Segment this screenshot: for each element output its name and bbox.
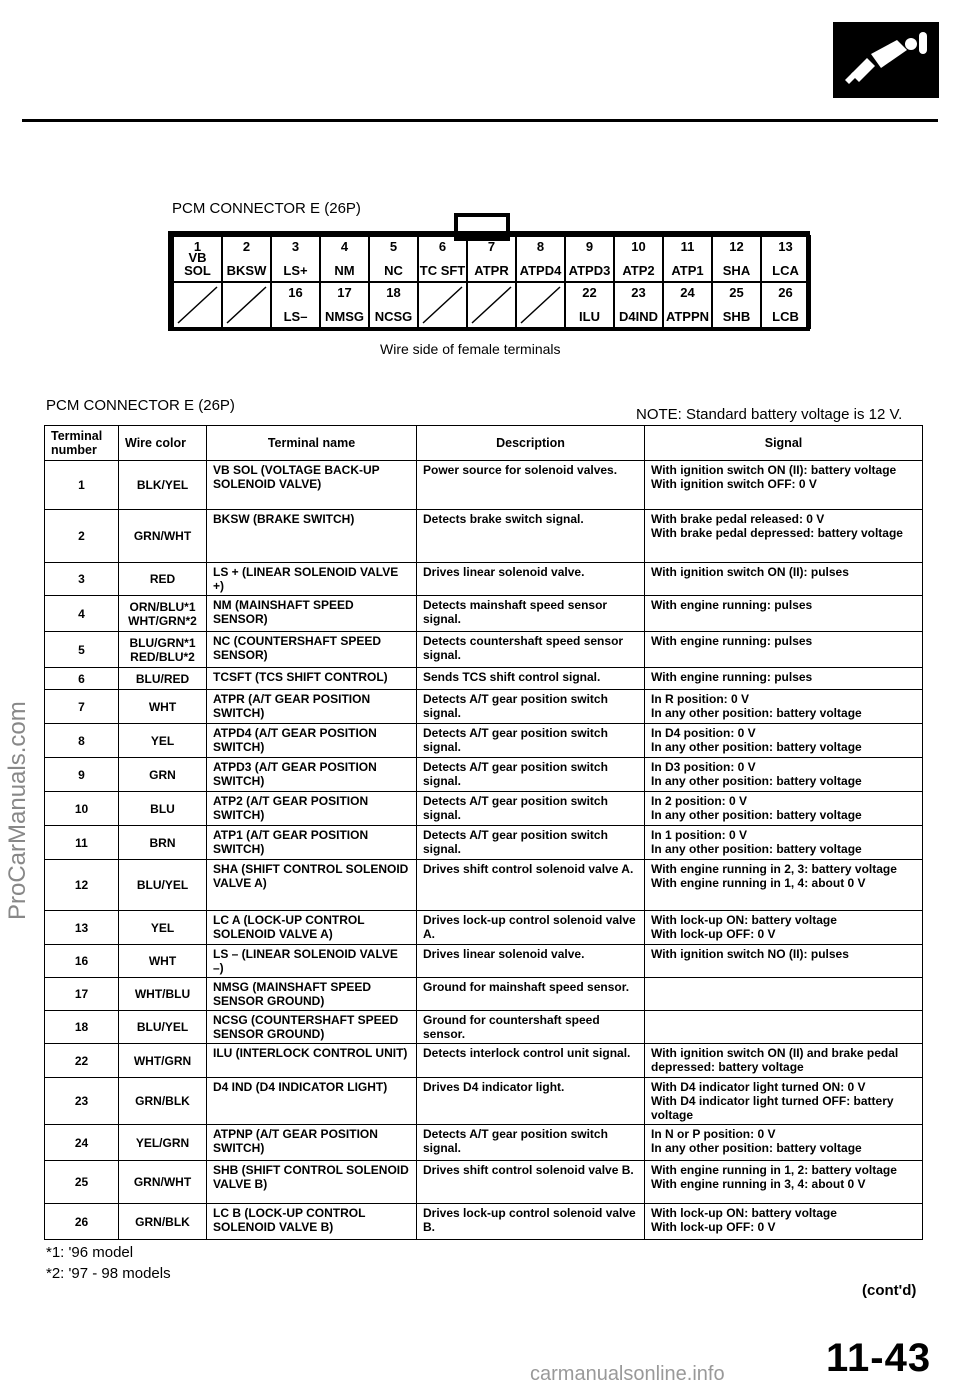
pin-label: ATP2	[622, 263, 655, 278]
pin-number: 7	[487, 239, 496, 254]
cell-name: LS + (LINEAR SOLENOID VALVE +)	[207, 563, 417, 596]
pin-number: 6	[438, 239, 447, 254]
cell-description: Ground for mainshaft speed sensor.	[417, 978, 645, 1011]
pin-label: TC SFT	[419, 263, 466, 278]
pin-empty	[466, 281, 517, 329]
transmission-logo-icon	[833, 22, 939, 98]
cell-terminal: 7	[45, 690, 119, 724]
cell-signal: With engine running: pulses	[645, 668, 923, 690]
cell-description: Detects A/T gear position switch signal.	[417, 690, 645, 724]
table-row	[45, 826, 923, 860]
cell-description: Detects A/T gear position switch signal.	[417, 724, 645, 758]
header-wire: Wire color	[119, 426, 207, 461]
cell-signal: In R position: 0 V In any other position: battery voltage	[645, 690, 923, 724]
cell-description: Drives lock-up control solenoid valve A.	[417, 911, 645, 945]
cell-terminal: 4	[45, 596, 119, 632]
cell-signal: With brake pedal released: 0 V With brake pedal depressed: battery voltage	[645, 510, 923, 563]
cell-terminal: 23	[45, 1078, 119, 1125]
cell-name: ATPD3 (A/T GEAR POSITION SWITCH)	[207, 758, 417, 792]
pin-empty	[417, 281, 468, 329]
table-row	[45, 1125, 923, 1161]
cell-name: NM (MAINSHAFT SPEED SENSOR)	[207, 596, 417, 632]
cell-terminal: 6	[45, 668, 119, 690]
table-row	[45, 510, 923, 563]
pin-number: 24	[680, 285, 695, 300]
pin-1	[172, 235, 223, 283]
cell-name: LC A (LOCK-UP CONTROL SOLENOID VALVE A)	[207, 911, 417, 945]
cell-name: ATPR (A/T GEAR POSITION SWITCH)	[207, 690, 417, 724]
cell-signal: In 2 position: 0 V In any other position: battery voltage	[645, 792, 923, 826]
cell-terminal: 26	[45, 1204, 119, 1240]
pin-label: LCB	[772, 309, 799, 324]
cell-signal: With engine running in 2, 3: battery voltage With engine running in 1, 4: about 0 V	[645, 860, 923, 911]
cell-terminal: 11	[45, 826, 119, 860]
cell-description: Drives D4 indicator light.	[417, 1078, 645, 1125]
cell-wire: WHT	[119, 945, 207, 978]
cell-name: ATP1 (A/T GEAR POSITION SWITCH)	[207, 826, 417, 860]
pin-number: 13	[778, 239, 793, 254]
cell-wire: WHT	[119, 690, 207, 724]
cell-name: BKSW (BRAKE SWITCH)	[207, 510, 417, 563]
cell-name: D4 IND (D4 INDICATOR LIGHT)	[207, 1078, 417, 1125]
cell-name: NC (COUNTERSHAFT SPEED SENSOR)	[207, 632, 417, 668]
cell-signal: In 1 position: 0 V In any other position: battery voltage	[645, 826, 923, 860]
cell-wire: GRN/WHT	[119, 510, 207, 563]
cell-signal: With ignition switch ON (II): pulses	[645, 563, 923, 596]
pin-number: 10	[631, 239, 646, 254]
pin-number: 3	[291, 239, 300, 254]
cell-wire: GRN/BLK	[119, 1078, 207, 1125]
pin-25	[711, 281, 762, 329]
cell-signal: In N or P position: 0 V In any other position: battery voltage	[645, 1125, 923, 1161]
pin-label: NM	[334, 263, 355, 278]
pin-number: 5	[389, 239, 398, 254]
cell-wire: GRN/WHT	[119, 1161, 207, 1204]
cell-terminal: 12	[45, 860, 119, 911]
cell-description: Detects A/T gear position switch signal.	[417, 792, 645, 826]
header-rule	[22, 119, 938, 122]
table-row	[45, 690, 923, 724]
table-row	[45, 860, 923, 911]
cell-terminal: 25	[45, 1161, 119, 1204]
table-row	[45, 668, 923, 690]
cell-wire: GRN/BLK	[119, 1204, 207, 1240]
cell-wire: BLU/GRN*1 RED/BLU*2	[119, 632, 207, 668]
pin-empty	[221, 281, 272, 329]
cell-signal: With ignition switch ON (II) and brake pedal depressed: battery voltage	[645, 1044, 923, 1078]
cell-name: SHB (SHIFT CONTROL SOLENOID VALVE B)	[207, 1161, 417, 1204]
pin-number: 26	[778, 285, 793, 300]
cell-terminal: 2	[45, 510, 119, 563]
cell-description: Drives shift control solenoid valve A.	[417, 860, 645, 911]
table-row	[45, 1161, 923, 1204]
cell-wire: BLU/YEL	[119, 860, 207, 911]
cell-signal: In D3 position: 0 V In any other position: battery voltage	[645, 758, 923, 792]
pin-24	[662, 281, 713, 329]
cell-description: Drives linear solenoid valve.	[417, 563, 645, 596]
cell-wire: WHT/BLU	[119, 978, 207, 1011]
cell-name: LS – (LINEAR SOLENOID VALVE –)	[207, 945, 417, 978]
cell-signal: In D4 position: 0 V In any other position: battery voltage	[645, 724, 923, 758]
pin-number: 8	[536, 239, 545, 254]
cell-name: NCSG (COUNTERSHAFT SPEED SENSOR GROUND)	[207, 1011, 417, 1044]
cell-terminal: 8	[45, 724, 119, 758]
table-row	[45, 632, 923, 668]
diagram-title: PCM CONNECTOR E (26P)	[172, 200, 361, 217]
pin-label: LS–	[283, 309, 308, 324]
cell-signal: With engine running in 1, 2: battery voltage With engine running in 3, 4: about 0 V	[645, 1161, 923, 1204]
table-row	[45, 758, 923, 792]
pin-label: ATPD4	[519, 263, 562, 278]
continued-label: (cont'd)	[862, 1282, 917, 1299]
pin-number: 4	[340, 239, 349, 254]
cell-description: Power source for solenoid valves.	[417, 461, 645, 510]
pin-number: 12	[729, 239, 744, 254]
cell-wire: BLU	[119, 792, 207, 826]
diagram-caption: Wire side of female terminals	[380, 341, 561, 357]
cell-signal: With ignition switch ON (II): battery voltage With ignition switch OFF: 0 V	[645, 461, 923, 510]
table-row	[45, 563, 923, 596]
table-title: PCM CONNECTOR E (26P)	[46, 397, 235, 414]
pin-8	[515, 235, 566, 283]
cell-wire: BRN	[119, 826, 207, 860]
header-terminal: Terminal number	[45, 426, 119, 461]
cell-description: Drives linear solenoid valve.	[417, 945, 645, 978]
cell-name: ILU (INTERLOCK CONTROL UNIT)	[207, 1044, 417, 1078]
page-number: 11-43	[826, 1336, 932, 1380]
footnote-2: *2: '97 - 98 models	[46, 1265, 171, 1282]
cell-name: NMSG (MAINSHAFT SPEED SENSOR GROUND)	[207, 978, 417, 1011]
cell-signal: With engine running: pulses	[645, 632, 923, 668]
pin-label: ATPPN	[665, 309, 710, 324]
cell-signal	[645, 978, 923, 1011]
cell-wire: BLU/YEL	[119, 1011, 207, 1044]
cell-name: VB SOL (VOLTAGE BACK-UP SOLENOID VALVE)	[207, 461, 417, 510]
pin-label: VB SOL	[184, 250, 211, 278]
table-row	[45, 911, 923, 945]
voltage-note: NOTE: Standard battery voltage is 12 V.	[636, 406, 903, 423]
terminal-table	[44, 425, 923, 1240]
cell-signal	[645, 1011, 923, 1044]
cell-description: Detects A/T gear position switch signal.	[417, 826, 645, 860]
table-row	[45, 724, 923, 758]
pin-label: ATPR	[474, 263, 509, 278]
pin-label: D4IND	[618, 309, 658, 324]
cell-description: Drives lock-up control solenoid valve B.	[417, 1204, 645, 1240]
pin-label: LCA	[772, 263, 799, 278]
pin-empty	[172, 281, 223, 329]
cell-description: Detects mainshaft speed sensor signal.	[417, 596, 645, 632]
header-signal: Signal	[645, 426, 923, 461]
pin-label: NCSG	[374, 309, 413, 324]
cell-signal: With engine running: pulses	[645, 596, 923, 632]
cell-wire: WHT/GRN	[119, 1044, 207, 1078]
table-row	[45, 945, 923, 978]
cell-wire: BLK/YEL	[119, 461, 207, 510]
cell-wire: RED	[119, 563, 207, 596]
pin-7	[466, 235, 517, 283]
cell-description: Detects A/T gear position switch signal.	[417, 1125, 645, 1161]
cell-description: Detects countershaft speed sensor signal.	[417, 632, 645, 668]
table-row	[45, 792, 923, 826]
pin-label: ATPD3	[568, 263, 611, 278]
footnote-1: *1: '96 model	[46, 1244, 134, 1261]
pin-23	[613, 281, 664, 329]
cell-name: TCSFT (TCS SHIFT CONTROL)	[207, 668, 417, 690]
table-header-row	[45, 426, 923, 461]
pin-number: 2	[242, 239, 251, 254]
pin-number: 25	[729, 285, 744, 300]
pin-label: ATP1	[671, 263, 704, 278]
cell-terminal: 18	[45, 1011, 119, 1044]
pin-empty	[515, 281, 566, 329]
pin-label: NC	[384, 263, 403, 278]
table-row	[45, 461, 923, 510]
pin-18	[368, 281, 419, 329]
cell-wire: GRN	[119, 758, 207, 792]
pin-label: BKSW	[226, 263, 267, 278]
table-row	[45, 596, 923, 632]
pin-2	[221, 235, 272, 283]
table-row	[45, 1078, 923, 1125]
cell-terminal: 9	[45, 758, 119, 792]
cell-signal: With ignition switch NO (II): pulses	[645, 945, 923, 978]
cell-signal: With D4 indicator light turned ON: 0 V With D4 indicator light turned OFF: battery voltage	[645, 1078, 923, 1125]
cell-description: Detects brake switch signal.	[417, 510, 645, 563]
cell-description: Detects interlock control unit signal.	[417, 1044, 645, 1078]
cell-wire: YEL/GRN	[119, 1125, 207, 1161]
table-row	[45, 1204, 923, 1240]
cell-description: Drives shift control solenoid valve B.	[417, 1161, 645, 1204]
cell-wire: ORN/BLU*1 WHT/GRN*2	[119, 596, 207, 632]
pin-4	[319, 235, 370, 283]
cell-terminal: 22	[45, 1044, 119, 1078]
pin-number: 22	[582, 285, 597, 300]
pin-5	[368, 235, 419, 283]
pin-number: 1	[193, 239, 202, 254]
cell-description: Detects A/T gear position switch signal.	[417, 758, 645, 792]
header-description: Description	[417, 426, 645, 461]
pin-label: LS+	[283, 263, 308, 278]
pin-13	[760, 235, 811, 283]
cell-terminal: 13	[45, 911, 119, 945]
connector-pin-diagram	[168, 213, 810, 331]
pin-number: 9	[585, 239, 594, 254]
pin-17	[319, 281, 370, 329]
cell-terminal: 16	[45, 945, 119, 978]
header-name: Terminal name	[207, 426, 417, 461]
pin-number: 18	[386, 285, 401, 300]
cell-wire: YEL	[119, 724, 207, 758]
pin-6	[417, 235, 468, 283]
cell-name: LC B (LOCK-UP CONTROL SOLENOID VALVE B)	[207, 1204, 417, 1240]
watermark-bottom: carmanualsonline.info	[530, 1363, 725, 1385]
cell-wire: BLU/RED	[119, 668, 207, 690]
cell-terminal: 24	[45, 1125, 119, 1161]
pin-number: 17	[337, 285, 352, 300]
cell-terminal: 17	[45, 978, 119, 1011]
watermark-side: ProCarManuals.com	[4, 701, 31, 920]
pin-26	[760, 281, 811, 329]
pin-12	[711, 235, 762, 283]
pin-16	[270, 281, 321, 329]
cell-name: ATP2 (A/T GEAR POSITION SWITCH)	[207, 792, 417, 826]
pin-9	[564, 235, 615, 283]
cell-terminal: 5	[45, 632, 119, 668]
pin-label: SHB	[722, 309, 751, 324]
table-row	[45, 1011, 923, 1044]
pin-label: ILU	[579, 309, 600, 324]
cell-terminal: 1	[45, 461, 119, 510]
cell-name: SHA (SHIFT CONTROL SOLENOID VALVE A)	[207, 860, 417, 911]
table-row	[45, 978, 923, 1011]
cell-description: Sends TCS shift control signal.	[417, 668, 645, 690]
cell-signal: With lock-up ON: battery voltage With lock-up OFF: 0 V	[645, 1204, 923, 1240]
pin-number: 23	[631, 285, 646, 300]
pin-number: 11	[680, 239, 695, 254]
pin-22	[564, 281, 615, 329]
pin-number: 16	[288, 285, 303, 300]
cell-terminal: 3	[45, 563, 119, 596]
cell-terminal: 10	[45, 792, 119, 826]
cell-name: ATPNP (A/T GEAR POSITION SWITCH)	[207, 1125, 417, 1161]
pin-11	[662, 235, 713, 283]
cell-description: Ground for countershaft speed sensor.	[417, 1011, 645, 1044]
pin-label: NMSG	[325, 309, 364, 324]
cell-wire: YEL	[119, 911, 207, 945]
pin-label: SHA	[722, 263, 751, 278]
pin-3	[270, 235, 321, 283]
cell-name: ATPD4 (A/T GEAR POSITION SWITCH)	[207, 724, 417, 758]
cell-signal: With lock-up ON: battery voltage With lock-up OFF: 0 V	[645, 911, 923, 945]
pin-10	[613, 235, 664, 283]
table-row	[45, 1044, 923, 1078]
